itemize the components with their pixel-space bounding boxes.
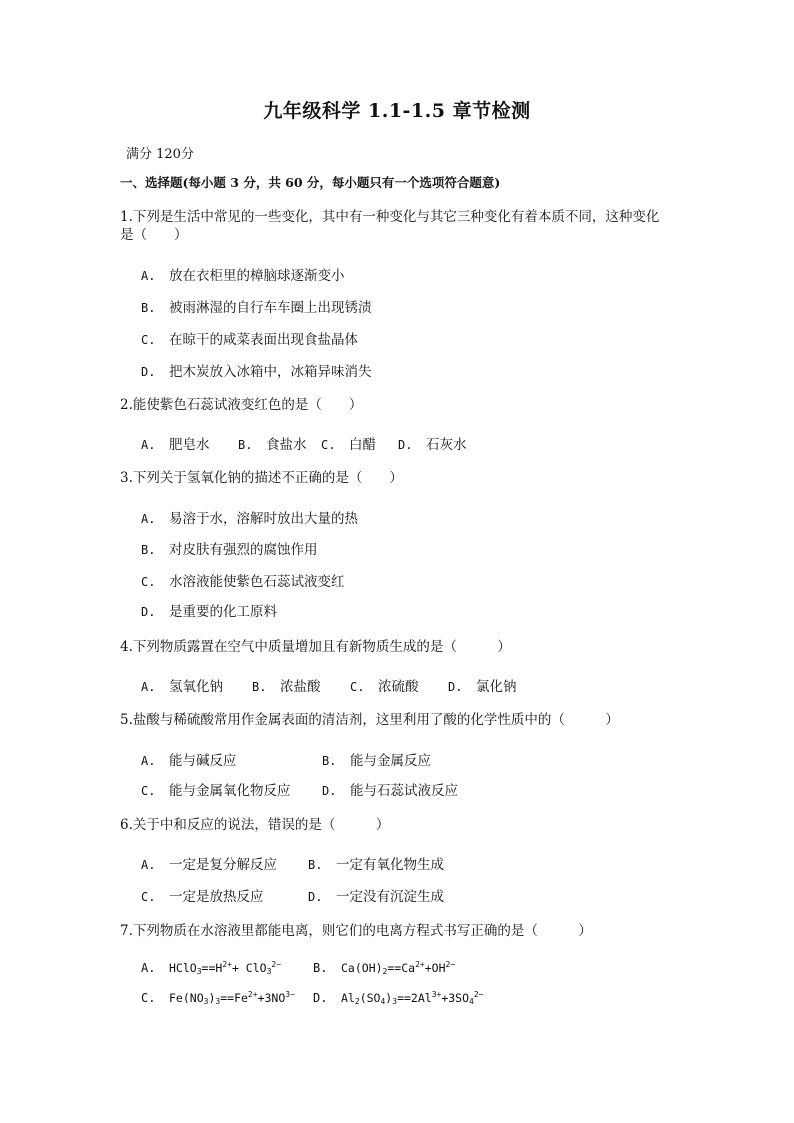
q1-option-c [141, 328, 358, 348]
option-text: 一定有氧化物生成 [336, 857, 444, 873]
question-1-stem [120, 208, 690, 244]
q4-option-d [448, 675, 517, 695]
option-letter: B. [313, 961, 328, 975]
option-text: 一定是复分解反应 [169, 857, 277, 873]
q3-option-b [141, 538, 318, 558]
q3-option-c [141, 570, 345, 590]
option-text: 一定是放热反应 [169, 889, 264, 905]
full-marks-note: 满分 120分 [126, 147, 194, 162]
option-text: 能与金属氧化物反应 [169, 783, 291, 799]
option-letter: B. [308, 858, 323, 872]
option-letter: C. [141, 890, 156, 904]
option-text: 能与金属反应 [350, 753, 431, 769]
q2-option-a [141, 433, 210, 453]
option-text: 把木炭放入冰箱中，冰箱异味消失 [169, 364, 372, 380]
q5-option-a [141, 749, 237, 769]
q3-option-a [141, 507, 358, 527]
option-letter: D. [141, 605, 156, 619]
q1-option-d [141, 360, 372, 380]
option-text: 放在衣柜里的樟脑球逐渐变小 [169, 268, 345, 284]
section-heading: 一、选择题(每小题 3 分，共 60 分，每小题只有一个选项符合题意) [120, 175, 501, 190]
formula-b: $Ca(OH)_2==Ca^{2+}+OH^{2-}$ [341, 960, 456, 976]
option-letter: C. [321, 438, 336, 452]
option-letter: B. [322, 754, 337, 768]
page-title: 九年级科学 1.1-1.5 章节检测 [263, 100, 531, 122]
option-letter: A. [141, 512, 156, 526]
q6-option-c [141, 885, 264, 905]
q6-option-a [141, 853, 277, 873]
option-letter: D. [398, 438, 413, 452]
q7-option-b [313, 960, 455, 976]
question-3-stem: 3.下列关于氢氧化钠的描述不正确的是（ ） [120, 470, 403, 486]
q6-option-b [308, 853, 444, 873]
question-1-stem-line2: 是（ ） [120, 227, 188, 243]
q4-option-b [252, 675, 321, 695]
q4-option-a [141, 675, 223, 695]
option-text: 水溶液能使紫色石蕊试液变红 [169, 574, 345, 590]
option-letter: C. [141, 784, 156, 798]
q5-option-d [322, 779, 458, 799]
question-1-stem-line1: 1.下列是生活中常见的一些变化，其中有一种变化与其它三种变化有着本质不同，这种变化 [120, 209, 660, 225]
q7-option-d [313, 990, 484, 1006]
formula-a: $HClO_3==H^{2+}+ ClO_3^{2-}$ [169, 960, 282, 976]
option-text: 肥皂水 [169, 437, 210, 453]
option-text: 氯化钠 [476, 679, 517, 695]
q6-option-d [308, 885, 444, 905]
option-letter: C. [141, 333, 156, 347]
option-text: 能与石蕊试液反应 [350, 783, 458, 799]
question-5-stem: 5.盐酸与稀硫酸常用作金属表面的清洁剂，这里利用了酸的化学性质中的（ ） [120, 712, 619, 728]
option-letter: D. [313, 991, 328, 1005]
formula-c: $Fe(NO_3)_3==Fe^{2+}+3NO^{3-}$ [169, 990, 295, 1006]
q5-option-c [141, 779, 291, 799]
option-letter: C. [350, 680, 365, 694]
option-letter: A. [141, 269, 156, 283]
option-letter: A. [141, 858, 156, 872]
q2-option-d [398, 433, 467, 453]
question-2-stem: 2.能使紫色石蕊试液变红色的是（ ） [120, 397, 363, 413]
q7-option-a [141, 960, 281, 976]
q2-option-c [321, 433, 376, 453]
q7-option-c [141, 990, 295, 1006]
question-7-stem: 7.下列物质在水溶液里都能电离，则它们的电离方程式书写正确的是（ ） [120, 923, 592, 939]
q1-option-a [141, 264, 345, 284]
option-letter: A. [141, 438, 156, 452]
formula-d: $Al_2(SO_4)_3==2Al^{3+}+3SO_4^{2-}$ [341, 990, 484, 1006]
option-text: 浓硫酸 [378, 679, 419, 695]
question-4-stem: 4.下列物质露置在空气中质量增加且有新物质生成的是（ ） [120, 639, 511, 655]
option-text: 白醋 [349, 437, 376, 453]
q3-option-d [141, 600, 277, 620]
option-letter: A. [141, 754, 156, 768]
option-letter: B. [238, 438, 253, 452]
option-letter: B. [141, 543, 156, 557]
option-text: 被雨淋湿的自行车车圈上出现锈渍 [169, 300, 372, 316]
q1-option-b [141, 296, 372, 316]
option-text: 易溶于水，溶解时放出大量的热 [169, 511, 358, 527]
option-text: 石灰水 [426, 437, 467, 453]
option-letter: D. [141, 365, 156, 379]
option-letter: D. [448, 680, 463, 694]
option-letter: B. [252, 680, 267, 694]
option-letter: B. [141, 301, 156, 315]
option-text: 在晾干的咸菜表面出现食盐晶体 [169, 332, 358, 348]
option-text: 食盐水 [266, 437, 307, 453]
option-text: 对皮肤有强烈的腐蚀作用 [169, 542, 318, 558]
option-letter: D. [322, 784, 337, 798]
option-letter: C. [141, 575, 156, 589]
option-text: 能与碱反应 [169, 753, 237, 769]
option-text: 氢氧化钠 [169, 679, 223, 695]
option-text: 是重要的化工原料 [169, 604, 277, 620]
option-letter: A. [141, 961, 156, 975]
option-text: 一定没有沉淀生成 [336, 889, 444, 905]
option-letter: D. [308, 890, 323, 904]
option-text: 浓盐酸 [280, 679, 321, 695]
q5-option-b [322, 749, 431, 769]
option-letter: A. [141, 680, 156, 694]
option-letter: C. [141, 991, 156, 1005]
question-6-stem: 6.关于中和反应的说法，错误的是（ ） [120, 817, 390, 833]
q2-option-b [238, 433, 307, 453]
q4-option-c [350, 675, 419, 695]
